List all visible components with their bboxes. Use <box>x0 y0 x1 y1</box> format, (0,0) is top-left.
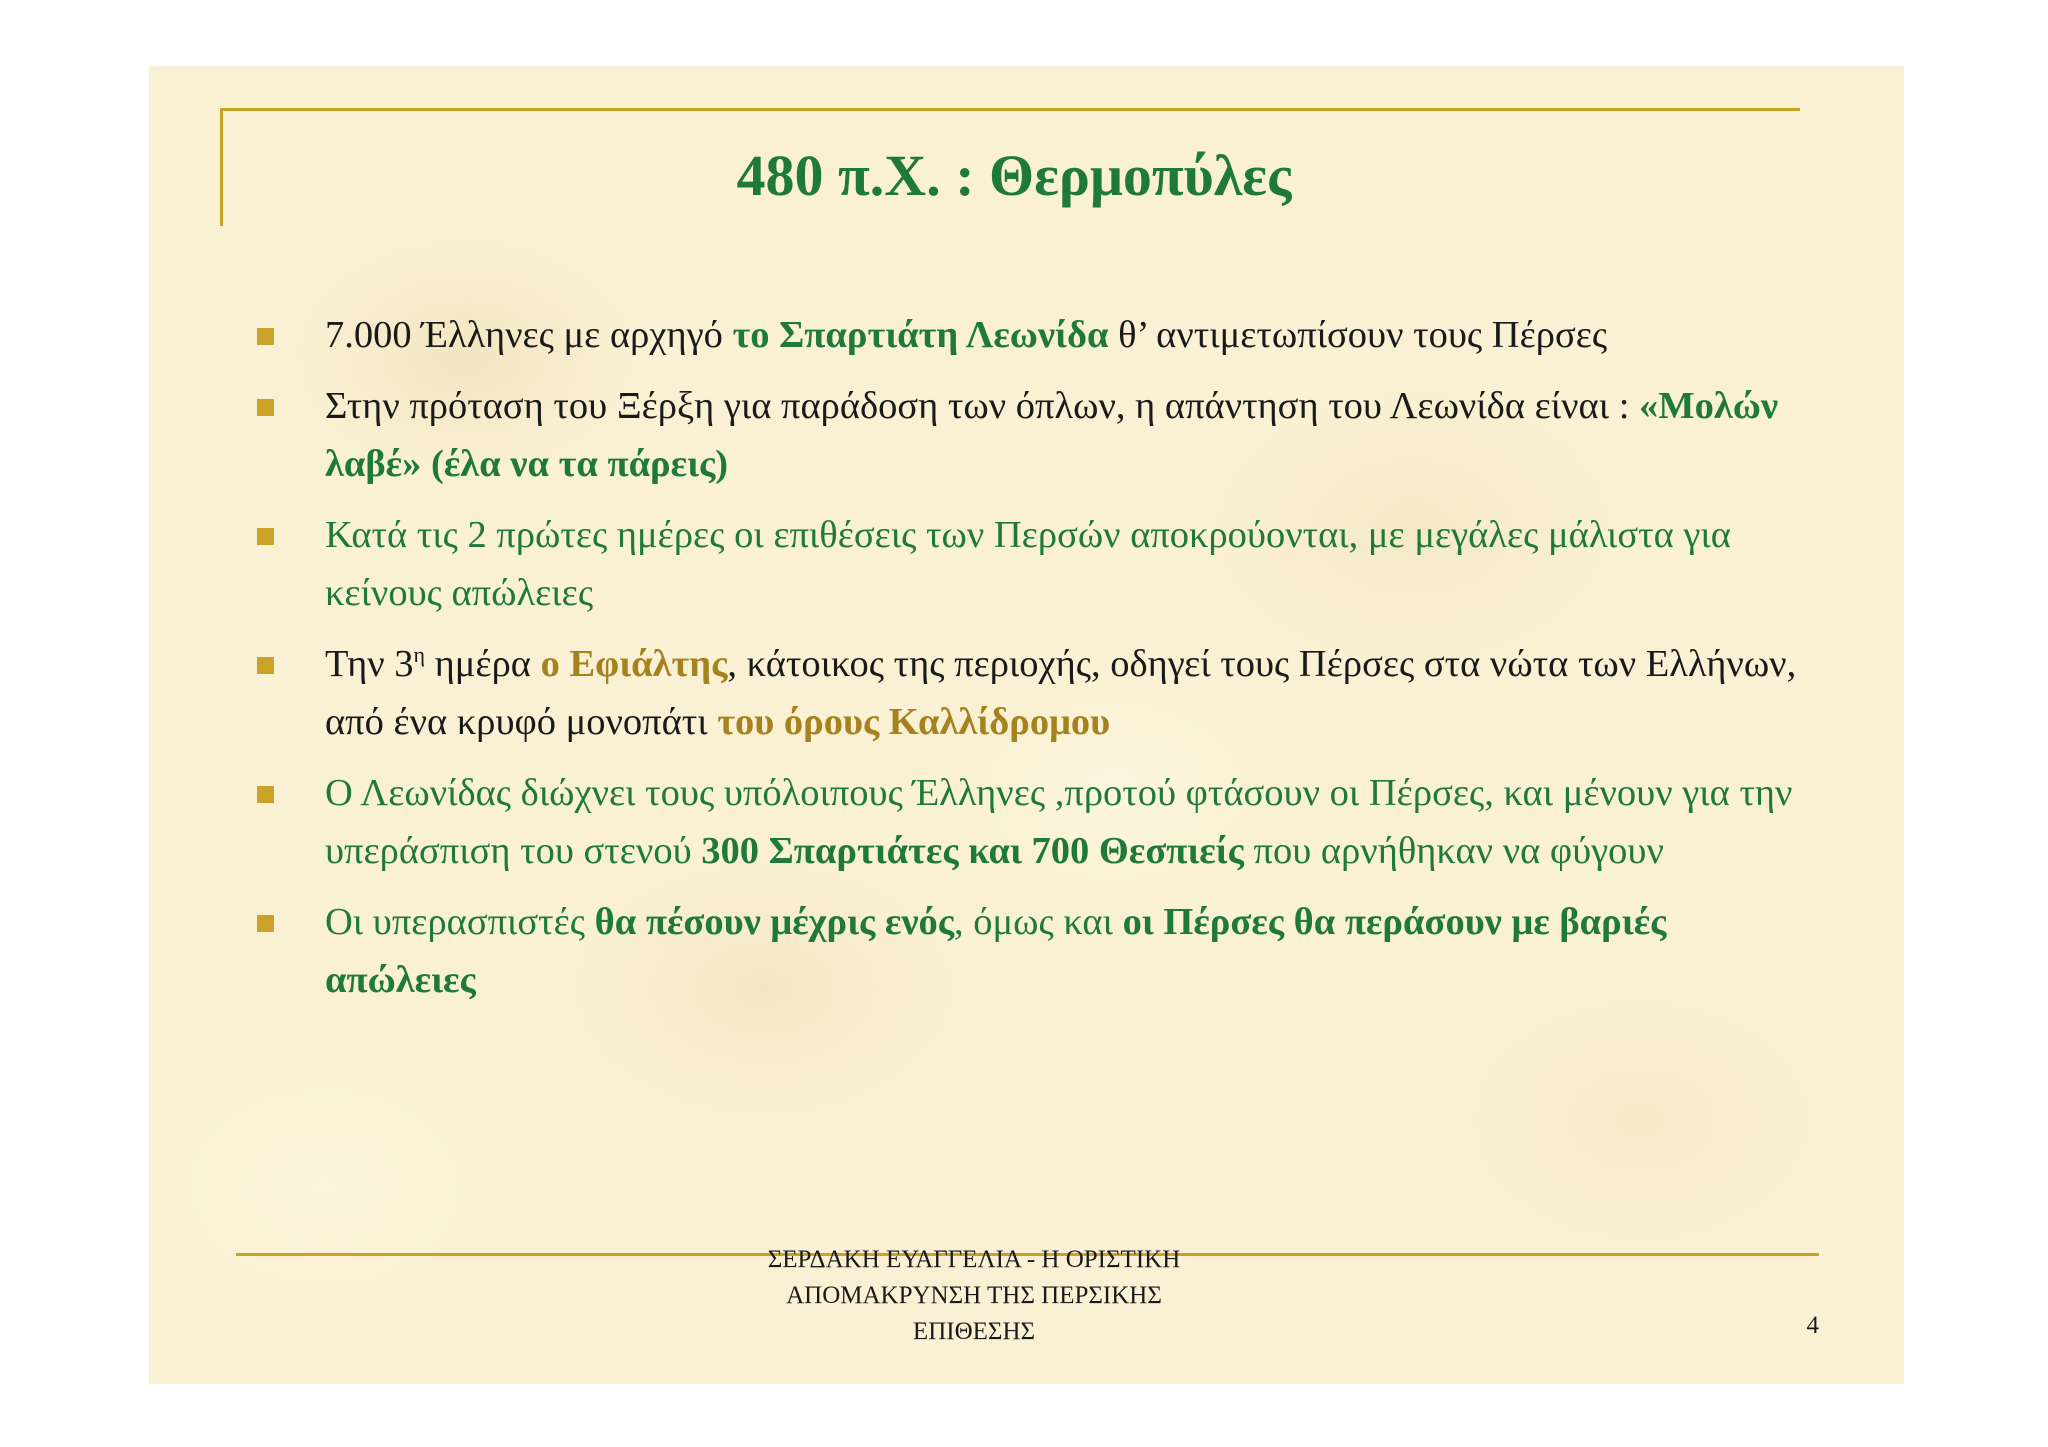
square-bullet-icon <box>257 657 274 674</box>
square-bullet-icon <box>257 786 274 803</box>
bullet-text-segment: το Σπαρτιάτη Λεωνίδα <box>732 314 1109 356</box>
slide <box>149 66 1904 1384</box>
bullet-item <box>257 893 1817 1009</box>
bullet-item <box>257 506 1817 622</box>
title-left-rule <box>220 108 223 226</box>
bullet-text-segment: Ο Λεωνίδας διώχνει τους υπόλοιπους Έλληνες ,προτού φτάσουν οι Πέρσες, και μένουν για την υπεράσπιση του στενού <box>325 772 1793 872</box>
bullet-text-segment: 300 Σπαρτιάτες και 700 Θεσπιείς <box>701 830 1244 872</box>
bullet-text-segment: θ’ αντιμετωπίσουν τους Πέρσες <box>1108 314 1608 356</box>
square-bullet-icon <box>257 399 274 416</box>
bullet-item <box>257 635 1817 751</box>
title-top-rule <box>220 108 1800 111</box>
page-number: 4 <box>1806 1312 1819 1339</box>
bullet-text-segment: ο Εφιάλτης <box>540 643 728 685</box>
bullet-item <box>257 764 1817 880</box>
square-bullet-icon <box>257 528 274 545</box>
bullet-text-segment: «Μολών λαβέ» (έλα να τα πάρεις) <box>325 385 1779 485</box>
bullet-text-segment: ημέρα <box>425 643 541 685</box>
slide-title: 480 π.Χ. : Θερμοπύλες <box>736 143 1292 208</box>
square-bullet-icon <box>257 915 274 932</box>
bullet-item <box>257 377 1817 493</box>
bullet-item <box>257 306 1817 364</box>
bullet-text-segment: Την 3 <box>325 643 414 685</box>
bullet-text-segment: του όρους Καλλίδρομου <box>717 701 1111 743</box>
square-bullet-icon <box>257 328 274 345</box>
bullet-text-segment: 7.000 Έλληνες με αρχηγό <box>325 314 733 356</box>
bullet-list <box>257 306 1817 1022</box>
bullet-text-segment: η <box>413 642 426 668</box>
bullet-text-segment: θα πέσουν μέχρις ενός <box>594 901 955 943</box>
bullet-text-segment: Στην πρόταση του Ξέρξη για παράδοση των όπλων, η απάντηση του Λεωνίδα είναι : <box>325 385 1640 427</box>
bullet-text-segment: , κάτοικος της περιοχής, οδηγεί τους Πέρσες στα νώτα των Ελλήνων, από ένα κρυφό μονοπάτι <box>325 643 1797 743</box>
footer-text: ΣΕΡΔΑΚΗ ΕΥΑΓΓΕΛΙΑ - Η ΟΡΙΣΤΙΚΗ ΑΠΟΜΑΚΡΥΝΣΗ ΤΗΣ ΠΕΡΣΙΚΗΣ ΕΠΙΘΕΣΗΣ <box>767 1246 1181 1345</box>
bullet-text-segment: Οι υπερασπιστές <box>325 901 595 943</box>
bullet-text-segment: οι Πέρσες θα περάσουν με βαριές απώλειες <box>325 901 1667 1001</box>
bullet-text-segment: που αρνήθηκαν να φύγουν <box>1243 830 1664 872</box>
bullet-text-segment: Κατά τις 2 πρώτες ημέρες οι επιθέσεις των Περσών αποκρούονται, με μεγάλες μάλιστα για κείνους απώλειες <box>325 514 1731 614</box>
bullet-text-segment: , όμως και <box>954 901 1123 943</box>
